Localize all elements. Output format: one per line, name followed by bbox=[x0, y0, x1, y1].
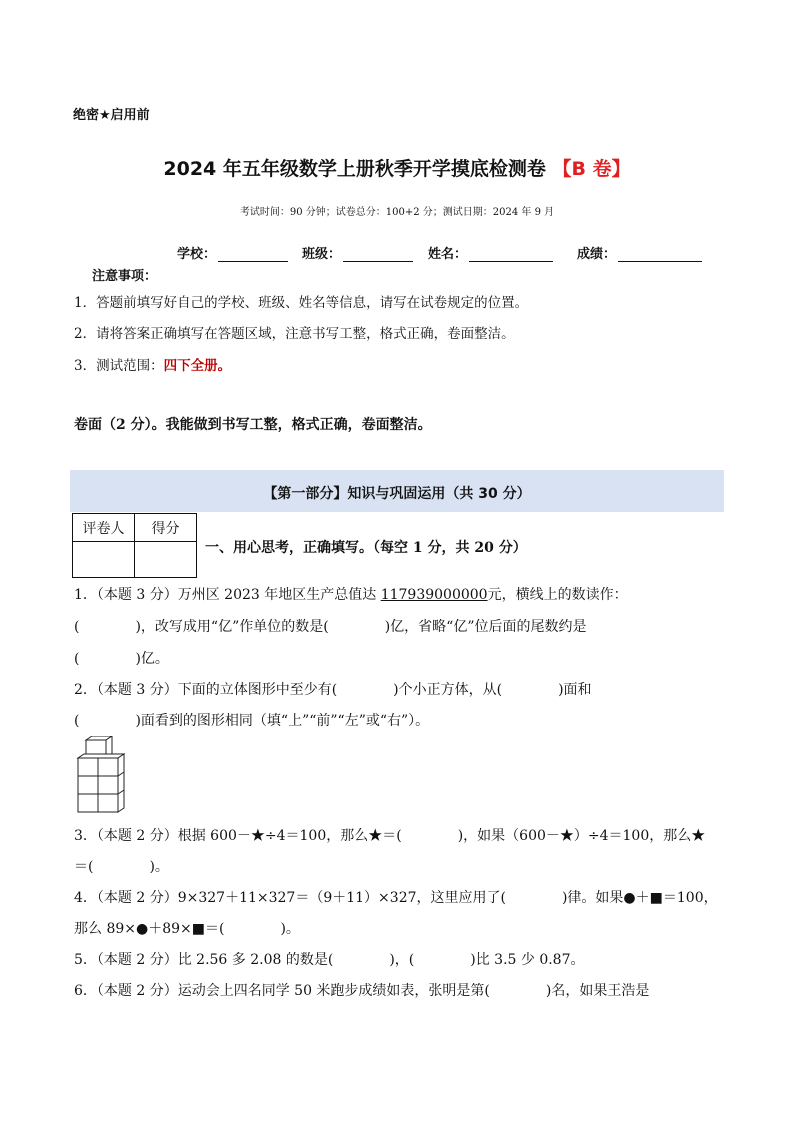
name-blank[interactable] bbox=[469, 248, 553, 262]
title-tag: 【B 卷】 bbox=[552, 158, 631, 180]
note-item-3-prefix: 3．测试范围： bbox=[74, 358, 164, 374]
school-field[interactable] bbox=[177, 243, 288, 262]
question-3-line-2: ＝( )。 bbox=[74, 859, 169, 875]
cube-front-6 bbox=[98, 758, 118, 776]
note-item-1: 1．答题前填写好自己的学校、班级、姓名等信息，请写在试卷规定的位置。 bbox=[74, 295, 529, 311]
question-4-line-2: 那么 89×●＋89×■＝( )。 bbox=[74, 921, 300, 937]
grader-cell[interactable] bbox=[73, 542, 135, 578]
part-one-title: 【第一部分】知识与巩固运用（共 30 分） bbox=[263, 486, 531, 502]
class-field[interactable] bbox=[302, 243, 413, 262]
class-blank[interactable] bbox=[343, 248, 413, 262]
question-1-line-3: ( )亿。 bbox=[74, 651, 169, 667]
q1-text-a: 1．（本题 3 分）万州区 2023 年地区生产总值达 bbox=[74, 587, 381, 603]
school-label: 学校： bbox=[177, 247, 217, 262]
grader-header: 评卷人 bbox=[73, 514, 135, 542]
cube-front-3 bbox=[78, 758, 98, 776]
page-title bbox=[0, 154, 794, 181]
question-6: 6．（本题 2 分）运动会上四名同学 50 米跑步成绩如表，张明是第( )名，如果王浩是 bbox=[74, 983, 650, 999]
question-4-line-1: 4．（本题 2 分）9×327＋11×327＝（9＋11）×327，这里应用了( )律。如果●＋■＝100， bbox=[74, 890, 718, 906]
question-2-line-1: 2．（本题 3 分）下面的立体图形中至少有( )个小正方体，从( )面和 bbox=[74, 682, 592, 698]
score-cell[interactable] bbox=[135, 542, 197, 578]
test-scope: 四下全册 bbox=[163, 358, 218, 374]
question-3-line-1: 3．（本题 2 分）根据 600－★÷4＝100，那么★＝( )，如果（600－★）÷4＝100，那么★ bbox=[74, 828, 706, 844]
question-1-line-1 bbox=[74, 584, 628, 604]
class-label: 班级： bbox=[302, 247, 342, 262]
cube-front-5 bbox=[98, 776, 118, 794]
cube-front-2 bbox=[78, 776, 98, 794]
q1-underlined-number: 117939000000 bbox=[380, 587, 488, 603]
cube-front-1 bbox=[78, 794, 98, 812]
question-1-line-2: ( )，改写成用“亿”作单位的数是( )亿，省略“亿”位后面的尾数约是 bbox=[74, 619, 587, 635]
neatness-statement: 卷面（2 分）。我能做到书写工整，格式正确，卷面整洁。 bbox=[74, 417, 432, 433]
exam-meta: 考试时间：90 分钟；试卷总分：100+2 分；测试日期：2024 年 9 月 bbox=[239, 207, 555, 218]
cube-drawing bbox=[78, 736, 124, 812]
q1-text-b: 元，横线上的数读作： bbox=[487, 587, 628, 603]
cube-front-4 bbox=[98, 794, 118, 812]
confidential-label: 绝密★启用前 bbox=[73, 108, 150, 123]
score-blank[interactable] bbox=[618, 248, 702, 262]
note-item-3 bbox=[74, 354, 231, 374]
note-item-3-suffix: 。 bbox=[217, 358, 232, 374]
grading-table bbox=[72, 513, 197, 578]
cube-stack-figure bbox=[76, 736, 132, 816]
score-field[interactable] bbox=[577, 243, 702, 262]
name-label: 姓名： bbox=[428, 247, 468, 262]
score-label: 成绩： bbox=[577, 247, 617, 262]
school-blank[interactable] bbox=[218, 248, 288, 262]
name-field[interactable] bbox=[428, 243, 553, 262]
question-2-line-2: ( )面看到的图形相同（填“上”“前”“左”或“右”）。 bbox=[74, 713, 430, 729]
question-5: 5．（本题 2 分）比 2.56 多 2.08 的数是( )，( )比 3.5 少 0.87。 bbox=[74, 952, 585, 968]
note-item-2: 2．请将答案正确填写在答题区域，注意书写工整，格式正确，卷面整洁。 bbox=[74, 326, 515, 342]
section-one-title: 一、用心思考，正确填写。（每空 1 分，共 20 分） bbox=[205, 540, 527, 556]
column-top-face bbox=[78, 754, 124, 758]
title-main: 2024 年五年级数学上册秋季开学摸底检测卷 bbox=[163, 158, 553, 180]
score-header: 得分 bbox=[135, 514, 197, 542]
column-side-face bbox=[118, 754, 124, 812]
notes-heading: 注意事项： bbox=[92, 269, 158, 284]
